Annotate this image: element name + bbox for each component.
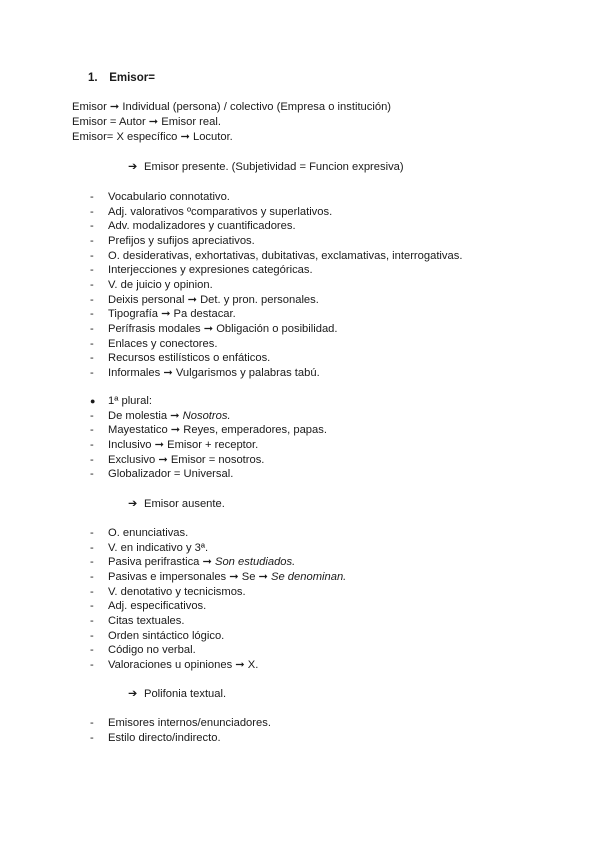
dash-marker: - bbox=[90, 570, 94, 583]
list-item: - Prefijos y sufijos apreciativos. bbox=[90, 234, 255, 247]
dash-marker: - bbox=[90, 468, 94, 481]
arrow-icon: ➔ bbox=[128, 498, 138, 510]
dash-marker: - bbox=[90, 438, 94, 451]
dash-marker: - bbox=[90, 731, 94, 744]
list-item: - Perífrasis modales ➞ Obligación o posibilidad. bbox=[90, 322, 338, 335]
list-item: - Deixis personal ➞ Det. y pron. personales. bbox=[90, 293, 319, 306]
list-item: ● 1ª plural: bbox=[90, 395, 152, 407]
list-item: - Pasiva perifrastica ➞ Son estudiados. bbox=[90, 556, 296, 569]
dash-marker: - bbox=[90, 293, 94, 306]
dash-marker: - bbox=[90, 556, 94, 569]
subheading-emisor-presente bbox=[128, 160, 404, 173]
list-item: - Globalizador = Universal. bbox=[90, 468, 234, 481]
list-item: - Informales ➞ Vulgarismos y palabras tabú. bbox=[90, 366, 320, 379]
subheading-text: Polifonia textual. bbox=[144, 688, 227, 700]
dash-marker: - bbox=[90, 717, 94, 729]
list-polifonia bbox=[90, 716, 271, 745]
subheading-text: Emisor presente. (Subjetividad = Funcion expresiva) bbox=[144, 161, 404, 173]
list-item: - Adj. especificativos. bbox=[90, 600, 207, 613]
list-item: - Adj. valorativos ºcomparativos y superlativos. bbox=[90, 205, 333, 218]
dash-marker: - bbox=[90, 337, 94, 350]
list-emisor-ausente bbox=[90, 526, 346, 673]
dash-marker: - bbox=[90, 541, 94, 554]
dash-marker: - bbox=[90, 322, 94, 335]
intro-lines bbox=[72, 100, 391, 146]
list-item: - Tipografía ➞ Pa destacar. bbox=[90, 308, 236, 321]
dash-marker: - bbox=[90, 658, 94, 671]
subheading-polifonia bbox=[128, 687, 226, 700]
list-item: - Estilo directo/indirecto. bbox=[90, 731, 221, 744]
dash-marker: - bbox=[90, 191, 94, 203]
section-heading bbox=[88, 72, 155, 84]
list-item: - Código no verbal. bbox=[90, 644, 196, 657]
list-item: - Vocabulario connotativo. bbox=[90, 191, 230, 203]
dash-marker: - bbox=[90, 614, 94, 627]
heading-title: Emisor= bbox=[109, 72, 155, 84]
list-item: - Recursos estilísticos o enfáticos. bbox=[90, 352, 271, 365]
list-item: - Citas textuales. bbox=[90, 614, 185, 627]
subheading-text: Emisor ausente. bbox=[144, 498, 225, 510]
subheading-emisor-ausente bbox=[128, 497, 225, 510]
list-item: - Adv. modalizadores y cuantificadores. bbox=[90, 220, 296, 233]
dash-marker: - bbox=[90, 424, 94, 437]
list-primera-plural bbox=[90, 394, 327, 482]
dash-marker: - bbox=[90, 234, 94, 247]
intro-line: Emisor ➞ Individual (persona) / colectivo (Empresa o institución) bbox=[72, 101, 392, 113]
list-item: - V. denotativo y tecnicismos. bbox=[90, 585, 246, 598]
dash-marker: - bbox=[90, 264, 94, 277]
list-item: - Inclusivo ➞ Emisor + receptor. bbox=[90, 438, 259, 451]
list-item: - Orden sintáctico lógico. bbox=[90, 629, 225, 642]
list-item: - Emisores internos/enunciadores. bbox=[90, 717, 271, 729]
arrow-icon: ➔ bbox=[128, 161, 138, 173]
list-item: - V. de juicio y opinion. bbox=[90, 278, 213, 291]
list-item: - O. desiderativas, exhortativas, dubitativas, exclamativas, interrogativas. bbox=[90, 249, 463, 262]
dash-marker: - bbox=[90, 205, 94, 218]
dash-marker: - bbox=[90, 409, 94, 422]
dash-marker: - bbox=[90, 352, 94, 365]
dash-marker: - bbox=[90, 278, 94, 291]
intro-line: Emisor = Autor ➞ Emisor real. bbox=[72, 116, 221, 129]
dash-marker: - bbox=[90, 600, 94, 613]
arrow-icon: ➔ bbox=[128, 688, 138, 700]
list-item: - V. en indicativo y 3ª. bbox=[90, 541, 209, 554]
list-item: - Mayestatico ➞ Reyes, emperadores, papas. bbox=[90, 424, 327, 437]
dash-marker: - bbox=[90, 629, 94, 642]
intro-line: Emisor= X específico ➞ Locutor. bbox=[72, 131, 233, 144]
list-item: - Enlaces y conectores. bbox=[90, 337, 218, 350]
dash-marker: - bbox=[90, 220, 94, 233]
list-item: - Interjecciones y expresiones categóricas. bbox=[90, 264, 313, 277]
list-item: - Valoraciones u opiniones ➞ X. bbox=[90, 658, 259, 671]
heading-number: 1. bbox=[88, 72, 98, 84]
list-item: - Exclusivo ➞ Emisor = nosotros. bbox=[90, 453, 265, 466]
dash-marker: - bbox=[90, 366, 94, 379]
list-item: - O. enunciativas. bbox=[90, 527, 189, 539]
list-item: - De molestia ➞ Nosotros. bbox=[90, 409, 231, 422]
dash-marker: - bbox=[90, 644, 94, 657]
bullet-dot-marker: ● bbox=[90, 396, 96, 406]
dash-marker: - bbox=[90, 453, 94, 466]
dash-marker: - bbox=[90, 585, 94, 598]
list-emisor-presente bbox=[90, 190, 462, 381]
dash-marker: - bbox=[90, 308, 94, 321]
list-item: - Pasivas e impersonales ➞ Se ➞ Se denominan. bbox=[90, 570, 347, 583]
dash-marker: - bbox=[90, 249, 94, 262]
dash-marker: - bbox=[90, 527, 94, 539]
